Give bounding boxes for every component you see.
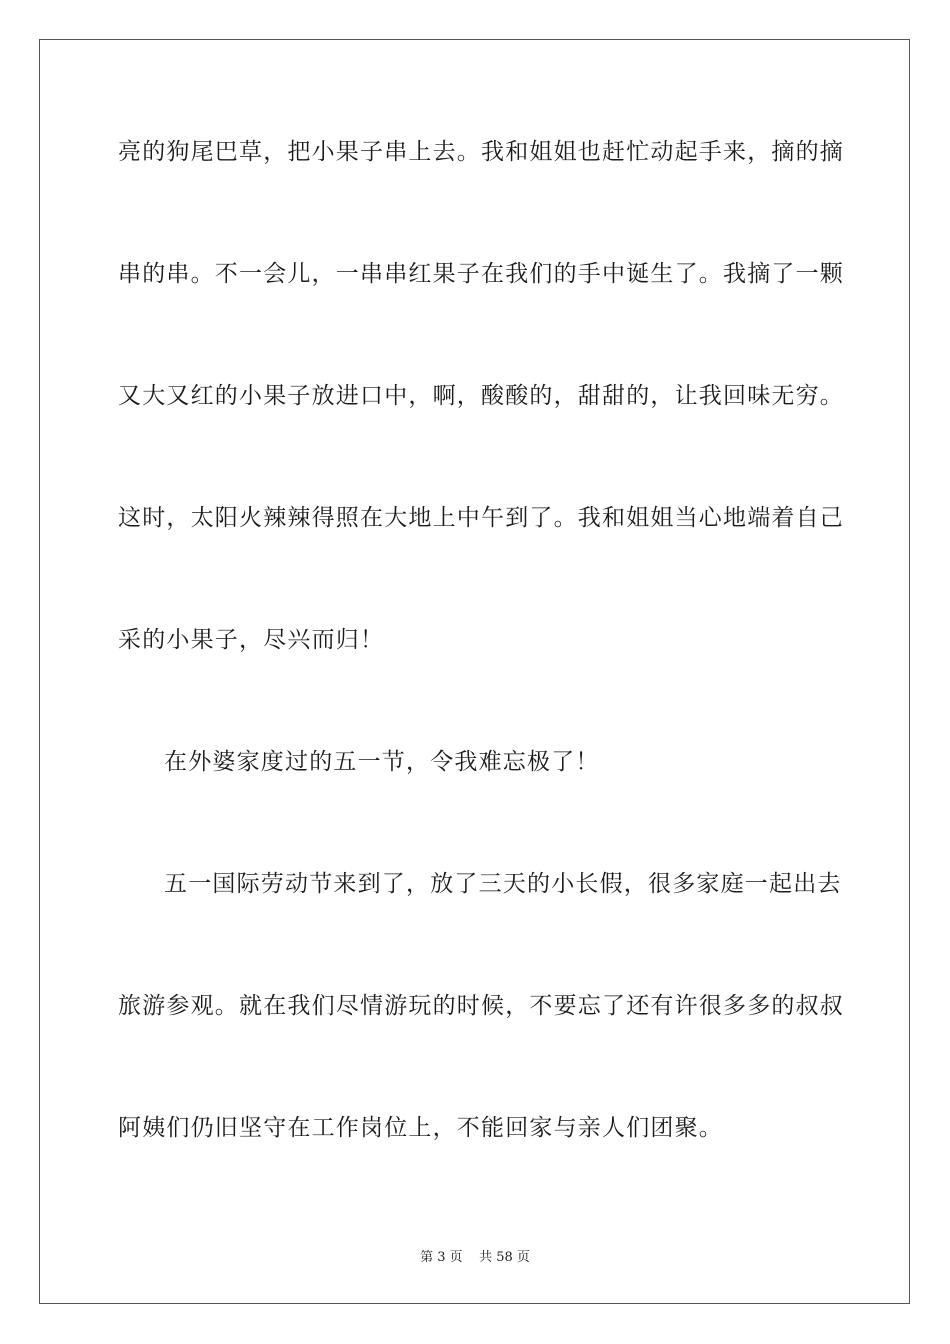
body-text-line-2: 串的串。不一会儿，一串串红果子在我们的手中诞生了。我摘了一颗	[118, 261, 844, 287]
body-text-line-5: 采的小果子，尽兴而归！	[118, 627, 385, 653]
body-text-line-1: 亮的狗尾巴草，把小果子串上去。我和姐姐也赶忙动起手来，摘的摘	[118, 139, 844, 165]
body-text-line-8: 旅游参观。就在我们尽情游玩的时候，不要忘了还有许很多多的叔叔	[118, 993, 844, 1019]
body-text-line-9: 阿姨们仍旧坚守在工作岗位上，不能回家与亲人们团聚。	[118, 1115, 723, 1141]
body-text-line-6: 在外婆家度过的五一节，令我难忘极了！	[164, 749, 600, 775]
body-text-line-4: 这时，太阳火辣辣得照在大地上中午到了。我和姐姐当心地端着自己	[118, 505, 844, 531]
page-number-footer: 第 3 页 共 58 页	[420, 1250, 530, 1265]
body-text-line-7: 五一国际劳动节来到了，放了三天的小长假，很多家庭一起出去	[164, 871, 842, 897]
body-text-line-3: 又大又红的小果子放进口中，啊，酸酸的，甜甜的，让我回味无穷。	[118, 383, 844, 409]
